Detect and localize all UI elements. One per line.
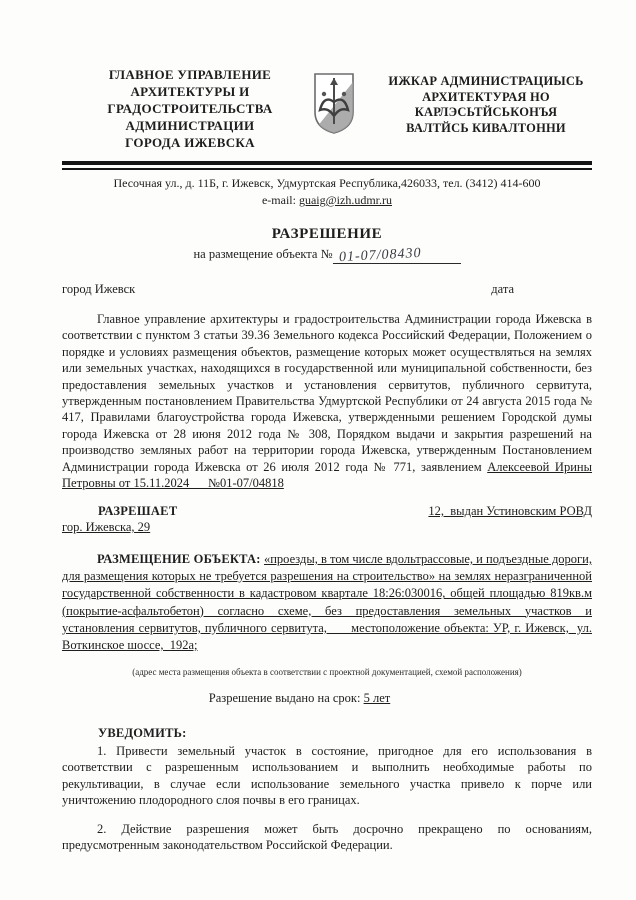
email-line xyxy=(62,193,592,208)
legal-basis-text: Главное управление архитектуры и градостроительства Администрации города Ижевска в соответствии с пунктом 3 статьи 39.36 Земельного кодекса Российский Федерации, Положением о порядке и условиях размещения объектов, размещение которых может осуществляться на землях или земельных участках, находящихся в государственной или муниципальной собственности, без предоставления земельных участков и установления сервитутов, публичного сервитута, утвержденным постановлением Правительства Удмуртской Республики от 24 августа 2015 года № 417, Правилами благоустройства города Ижевска, утвержденными решением Городской думы города Ижевска от 28 июня 2012 года № 308, Порядком выдачи и закрытия разрешений на производство земляных работ на территории города Ижевска, утвержденным Постановлением Администрации города Ижевска от 26 июля 2012 года № 771, заявлением xyxy=(62,312,592,474)
resolve-row xyxy=(62,504,592,519)
org-name-line: ИЖКАР АДМИНИСТРАЦИЫСЬ xyxy=(388,74,584,88)
org-name-russian xyxy=(90,66,290,151)
notify-item-2: 2. Действие разрешения может быть досрочно прекращено по основаниям, предусмотренным законодательством Российской Федерации. xyxy=(62,821,592,853)
date-label: дата xyxy=(491,282,514,296)
term-prefix: Разрешение выдано на срок: xyxy=(208,690,364,705)
permit-number-field xyxy=(333,247,461,264)
email-address: guaig@izh.udmr.ru xyxy=(298,193,393,207)
placement-paragraph xyxy=(62,551,592,654)
term-line xyxy=(62,691,592,706)
applicant-name: Алексеевой Ирины Петровны от 15.11.2024 №01-07/04818 xyxy=(62,459,592,491)
main-paragraph xyxy=(62,311,592,491)
document-subtitle xyxy=(62,247,592,264)
resolve-heading: РАЗРЕШАЕТ xyxy=(98,503,178,518)
org-name-line: ГОРОДА ИЖЕВСКА xyxy=(125,135,255,150)
org-name-line: КАРЛЭСЬТЙСЬКОНЪЯ xyxy=(414,105,558,119)
org-name-line: ГЛАВНОЕ УПРАВЛЕНИЕ xyxy=(108,67,272,82)
term-value: 5 лет xyxy=(363,690,391,705)
passport-info-line2: гор. Ижевска, 29 xyxy=(62,519,151,534)
placement-heading: РАЗМЕЩЕНИЕ ОБЪЕКТА: xyxy=(97,551,264,566)
document-header xyxy=(62,66,592,151)
notify-heading: УВЕДОМИТЬ: xyxy=(98,725,187,740)
notify-item-1: 1. Привести земельный участок в состояние, пригодное для его использования в соответствии с разрешенным использованием и выполнить необходимые работы по рекультивации, в случае если использование земельного участка привело к порче или уничтожению плодородного слоя почвы в его границах. xyxy=(62,743,592,807)
org-name-line: АРХИТЕКТУРАЯ НО xyxy=(422,89,550,104)
org-name-line: АРХИТЕКТУРЫ И xyxy=(130,84,250,99)
header-divider xyxy=(62,161,592,170)
email-label: e-mail: xyxy=(261,193,299,207)
org-name-line: ГРАДОСТРОИТЕЛЬСТВА xyxy=(107,101,273,116)
org-name-udmurt xyxy=(380,74,592,136)
address-line: Песочная ул., д. 11Б, г. Ижевск, Удмуртская Республика,426033, тел. (3412) 414-600 xyxy=(113,176,541,190)
city-label: город Ижевск xyxy=(62,282,136,296)
city-date-row xyxy=(62,282,592,297)
passport-info-line1: 12, выдан Устиновским РОВД xyxy=(428,503,592,518)
document-title: РАЗРЕШЕНИЕ xyxy=(271,226,383,242)
org-name-line: ВАЛТЙСЬ КИВАЛТОННИ xyxy=(406,120,566,135)
permit-number-handwritten: 01-07/08430 xyxy=(338,245,422,266)
placement-note: (адрес места размещения объекта в соответствии с проектной документацией, схемой расположения) xyxy=(132,666,522,677)
org-name-line: АДМИНИСТРАЦИИ xyxy=(125,118,255,133)
izhevsk-coat-of-arms-icon xyxy=(310,72,360,141)
placement-description: «проезды, в том числе вдольтрассовые, и подъездные дороги, для размещения которых не требуется разрешения на строительство» на землях неразграниченной государственной собственности в кадастровом квартале 18:26:030016, общей площадью 819кв.м (покрытие-асфальтобетон) согласно схеме, без предоставления земельных участков и установления сервитутов, публичного сервитута, местоположение объекта: УР, г. Ижевск, ул. Воткинское шоссе, 192а; xyxy=(62,551,592,652)
subtitle-prefix: на размещение объекта № xyxy=(193,247,333,261)
